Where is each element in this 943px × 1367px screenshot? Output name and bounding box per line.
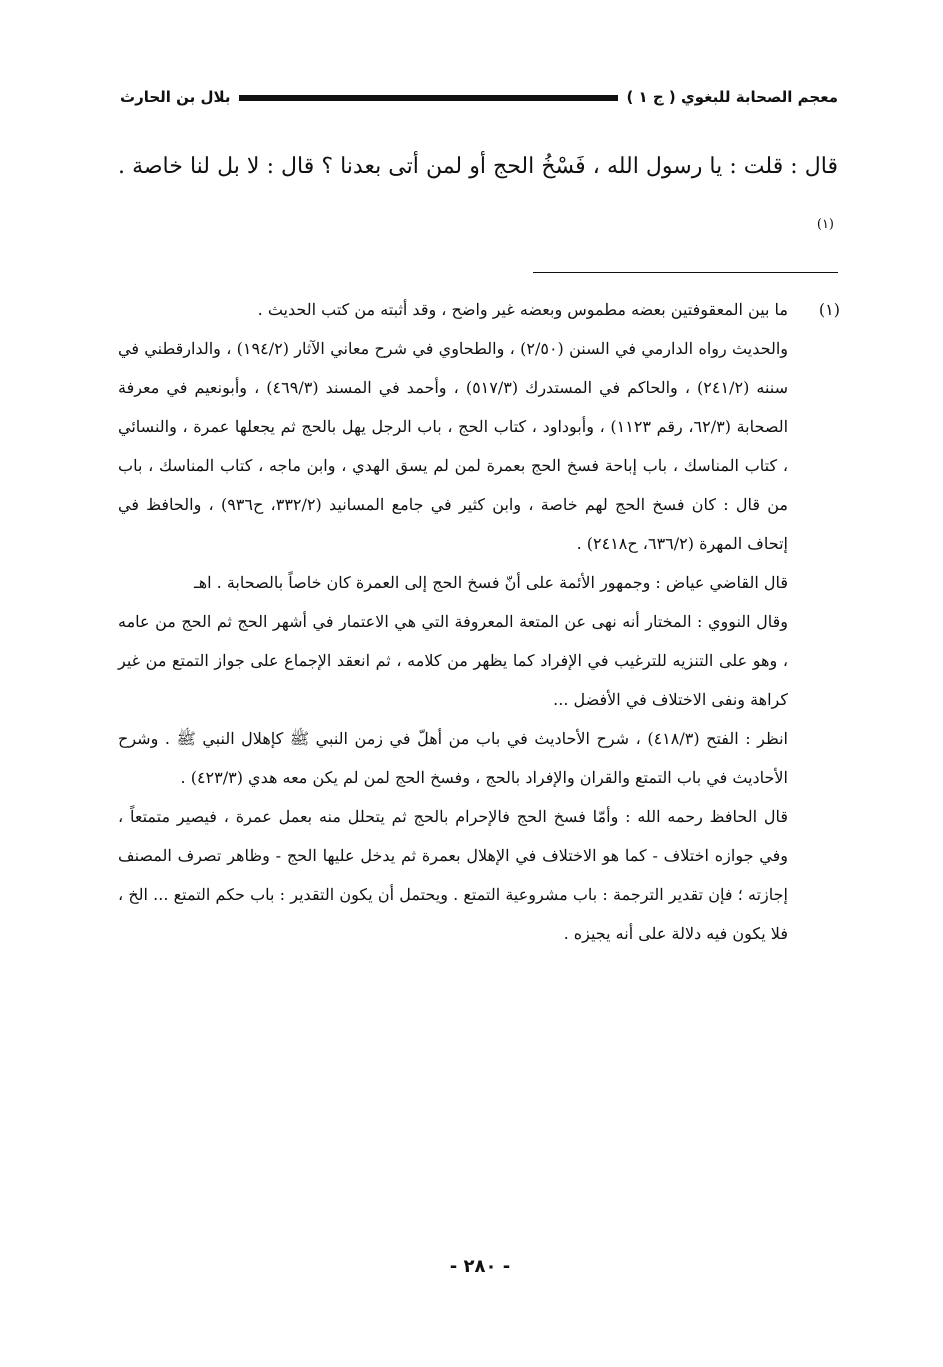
running-header <box>120 80 838 114</box>
footnote-paragraph: قال الحافظ رحمه الله : وأمّا فسخ الحج فالإحرام بالحج ثم يتحلل منه بعمل عمرة ، فيصير متمتعاً ، وفي جوازه اختلاف - كما هو الاختلاف في الإهلال بعمرة ثم يدخل عليها الحج - وظاهر تصرف المصنف إجازته ؛ فإن تقدير الترجمة : باب مشروعية التمتع . ويحتمل أن يكون التقدير : باب حكم التمتع ... الخ ، فلا يكون فيه دلالة على أنه يجيزه . <box>118 807 788 943</box>
footnote-number: (١) <box>818 300 840 319</box>
footnote-paragraph: انظر : الفتح (٤١٨/٣) ، شرح الأحاديث في باب من أهلّ في زمن النبي ﷺ كإهلال النبي ﷺ . وشرح الأحاديث في باب التمتع والقران والإفراد بالحج ، وفسخ الحج لمن لم يكن معه هدي (٤٢٣/٣) . <box>118 729 788 787</box>
footnote-paragraph: ما بين المعقوفتين بعضه مطموس وبعضه غير واضح ، وقد أثبته من كتب الحديث . <box>257 300 788 319</box>
book-title: معجم الصحابة للبغوي ( ج ١ ) <box>626 88 838 106</box>
footnote-paragraph: والحديث رواه الدارمي في السنن (٢/٥٠) ، والطحاوي في شرح معاني الآثار (١٩٤/٢) ، والدارقطني في سننه (٢٤١/٢) ، والحاكم في المستدرك (٥١٧/٣) ، وأحمد في المسند (٤٦٩/٣) ، وأبونعيم في معرفة الصحابة (٦٢/٣، رقم ١١٢٣) ، وأبوداود ، كتاب الحج ، باب الرجل يهل بالحج ثم يجعلها عمرة ، والنسائي ، كتاب المناسك ، باب إباحة فسخ الحج بعمرة لمن لم يسق الهدي ، وابن ماجه ، كتاب المناسك ، باب من قال : كان فسخ الحج لهم خاصة ، وابن كثير في جامع المسانيد (٣٣٢/٢، ح٩٣٦) ، والحافظ في إتحاف المهرة (٦٣٦/٢، ح٢٤١٨) . <box>118 339 789 553</box>
hadith-text <box>118 138 838 259</box>
footnote-reference: (١) <box>816 217 834 232</box>
footnote-separator <box>533 272 838 273</box>
footnote-paragraph: قال القاضي عياض : وجمهور الأئمة على أنّ فسخ الحج إلى العمرة كان خاصاً بالصحابة . اهـ <box>194 573 788 592</box>
footnotes <box>118 290 840 953</box>
header-rule <box>239 95 619 101</box>
footnote-paragraph: وقال النووي : المختار أنه نهى عن المتعة المعروفة التي هي الاعتمار في أشهر الحج ثم الحج من عامه ، وهو على التنزيه للترغيب في الإفراد كما يظهر من كلامه ، ثم انعقد الإجماع على جواز التمتع من غير كراهة ونفى الاختلاف في الأفضل ... <box>118 612 788 709</box>
footnote-1 <box>118 290 840 329</box>
chapter-title: بلال بن الحارث <box>120 88 231 106</box>
page-number: - ٢٨٠ - <box>449 1256 511 1277</box>
hadith-body: قال : قلت : يا رسول الله ، فَسْخُ الحج أو لمن أتى بعدنا ؟ قال : لا بل لنا خاصة . <box>118 154 838 179</box>
